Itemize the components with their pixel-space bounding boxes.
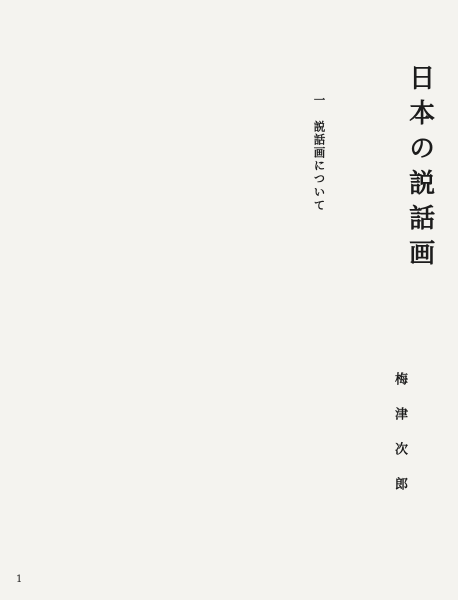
section-heading: 一 説話画について — [312, 94, 327, 212]
author-name: 梅津次郎 — [392, 372, 407, 512]
page-number: 1 — [16, 574, 23, 585]
page-title: 日本の説話画 — [404, 64, 435, 274]
